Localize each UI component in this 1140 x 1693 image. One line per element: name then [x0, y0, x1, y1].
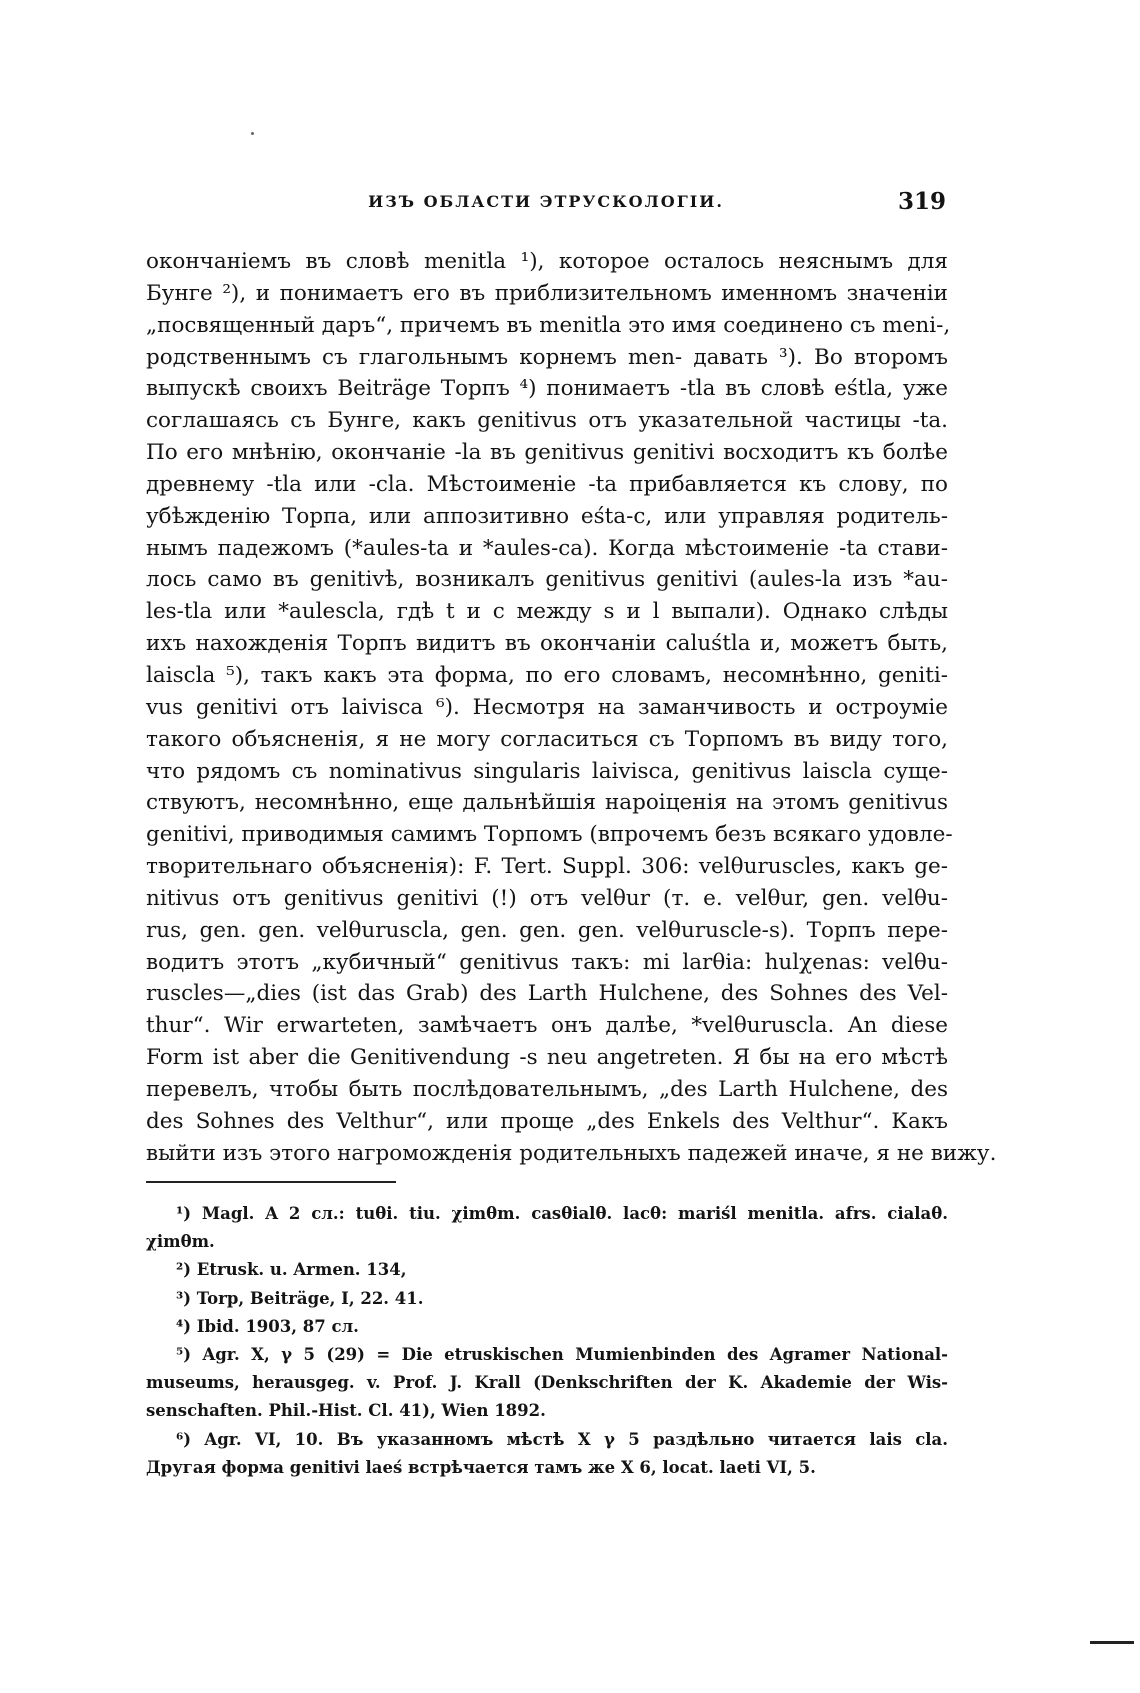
text-line: des Sohnes des Velthur“, или проще „des Enkels des Velthur“. Какъ	[146, 1108, 948, 1134]
main-text	[146, 246, 997, 1169]
text-line: „посвященный даръ“, причемъ въ menitla это имя соединено съ meni-,	[146, 312, 951, 338]
text-line: thur“. Wir erwarteten, замѣчаетъ онъ далѣе, *velθuruscla. An diese	[146, 1013, 948, 1039]
page-number: 319	[897, 188, 946, 215]
footnote-5: ⁵) Agr. X, γ 5 (29) = Die etruskischen Mumienbinden des Agramer National-	[176, 1344, 948, 1364]
text-line: ствуютъ, несомнѣнно, еще дальнѣйшія нароіценія на этомъ genitivus	[146, 790, 948, 816]
text-line: нымъ падежомъ (*aules-ta и *aules-ca). Когда мѣстоименіе -ta стави-	[146, 535, 948, 561]
running-title: ИЗЪ ОБЛАСТИ ЭТРУСКОЛОГІИ.	[368, 192, 724, 211]
text-line: Form ist aber die Genitivendung -s neu angetreten. Я бы на его мѣстѣ	[146, 1045, 948, 1071]
text-line: что рядомъ съ nominativus singularis laivisca, genitivus laiscla суще-	[146, 758, 948, 784]
speck-mark	[251, 132, 254, 135]
footnote-6-cont: Другая форма genitivi laeś встрѣчается тамъ же X 6, locat. laeti VI, 5.	[146, 1457, 816, 1477]
footnotes	[146, 1200, 948, 1482]
footnote-1-cont: χimθm.	[146, 1232, 215, 1252]
text-line: ихъ нахожденія Торпъ видитъ въ окончаніи caluśtla и, можетъ быть,	[146, 631, 948, 657]
text-line: laiscla ⁵), такъ какъ эта форма, по его словамъ, несомнѣнно, geniti-	[146, 662, 948, 688]
text-line: les-tla или *aulescla, гдѣ t и c между s и l выпали). Однако слѣды	[146, 599, 948, 625]
text-line: выпускѣ своихъ Beiträge Торпъ ⁴) понимаетъ -tla въ словѣ eśtla, уже	[146, 376, 948, 402]
text-line: По его мнѣнію, окончаніе -la въ genitivus genitivi восходитъ къ болѣе	[146, 440, 948, 466]
footnote-3: ³) Torp, Beiträge, I, 22. 41.	[176, 1288, 424, 1308]
text-line: водитъ этотъ „кубичный“ genitivus такъ: mi larθia: hulχenas: velθu-	[146, 949, 948, 975]
text-line: творительнаго объясненія): F. Tert. Suppl. 306: velθuruscles, какъ ge-	[146, 854, 948, 880]
text-line: Бунге ²), и понимаетъ его въ приблизительномъ именномъ значеніи	[146, 280, 948, 306]
footnote-6: ⁶) Agr. VI, 10. Въ указанномъ мѣстѣ X γ 5 раздѣльно читается lais cla.	[176, 1429, 948, 1449]
page-header	[146, 188, 946, 218]
footnote-4: ⁴) Ibid. 1903, 87 сл.	[176, 1316, 359, 1336]
footnote-2: ²) Etrusk. u. Armen. 134,	[176, 1260, 407, 1280]
text-line: genitivi, приводимыя самимъ Торпомъ (впрочемъ безъ всякаго удовле-	[146, 822, 953, 848]
text-line: убѣжденію Торпа, или аппозитивно eśta-c, или управляя родитель-	[146, 503, 948, 529]
text-line: родственнымъ съ глагольнымъ корнемъ men- давать ³). Во второмъ	[146, 344, 948, 370]
text-line: ruscles—„dies (ist das Grab) des Larth Hulchene, des Sohnes des Vel-	[146, 981, 948, 1007]
text-line: vus genitivi отъ laivisca ⁶). Несмотря на заманчивость и остроуміе	[146, 694, 948, 720]
text-line: nitivus отъ genitivus genitivi (!) отъ velθur (т. е. velθur, gen. velθu-	[146, 885, 948, 911]
text-line: перевелъ, чтобы быть послѣдовательнымъ, „des Larth Hulchene, des	[146, 1076, 948, 1102]
text-line: древнему -tla или -cla. Мѣстоименіе -ta прибавляется къ слову, по	[146, 471, 948, 497]
margin-mark	[1090, 1641, 1134, 1644]
text-line: окончаніемъ въ словѣ menitla ¹), которое осталось неяснымъ для	[146, 249, 948, 274]
footnote-rule	[146, 1181, 396, 1183]
footnote-5-cont: museums, herausgeg. v. Prof. J. Krall (Denkschriften der K. Akademie der Wis-	[146, 1373, 948, 1393]
text-line: rus, gen. gen. velθuruscla, gen. gen. gen. velθuruscle-s). Торпъ пере-	[146, 917, 948, 943]
footnote-1: ¹) Magl. A 2 сл.: tuθi. tiu. χimθm. casθialθ. lacθ: mariśl menitla. afrs. cialaθ.	[176, 1204, 948, 1223]
footnote-5-cont: senschaften. Phil.-Hist. Cl. 41), Wien 1892.	[146, 1401, 546, 1421]
text-line: соглашаясь съ Бунге, какъ genitivus отъ указательной частицы -ta.	[146, 408, 948, 434]
text-line: выйти изъ этого нагроможденія родительныхъ падежей иначе, я не вижу.	[146, 1140, 997, 1166]
text-line: такого объясненія, я не могу согласиться съ Торпомъ въ виду того,	[146, 726, 948, 752]
text-line: лось само въ genitivѣ, возникалъ genitivus genitivi (aules-la изъ *au-	[146, 567, 948, 593]
